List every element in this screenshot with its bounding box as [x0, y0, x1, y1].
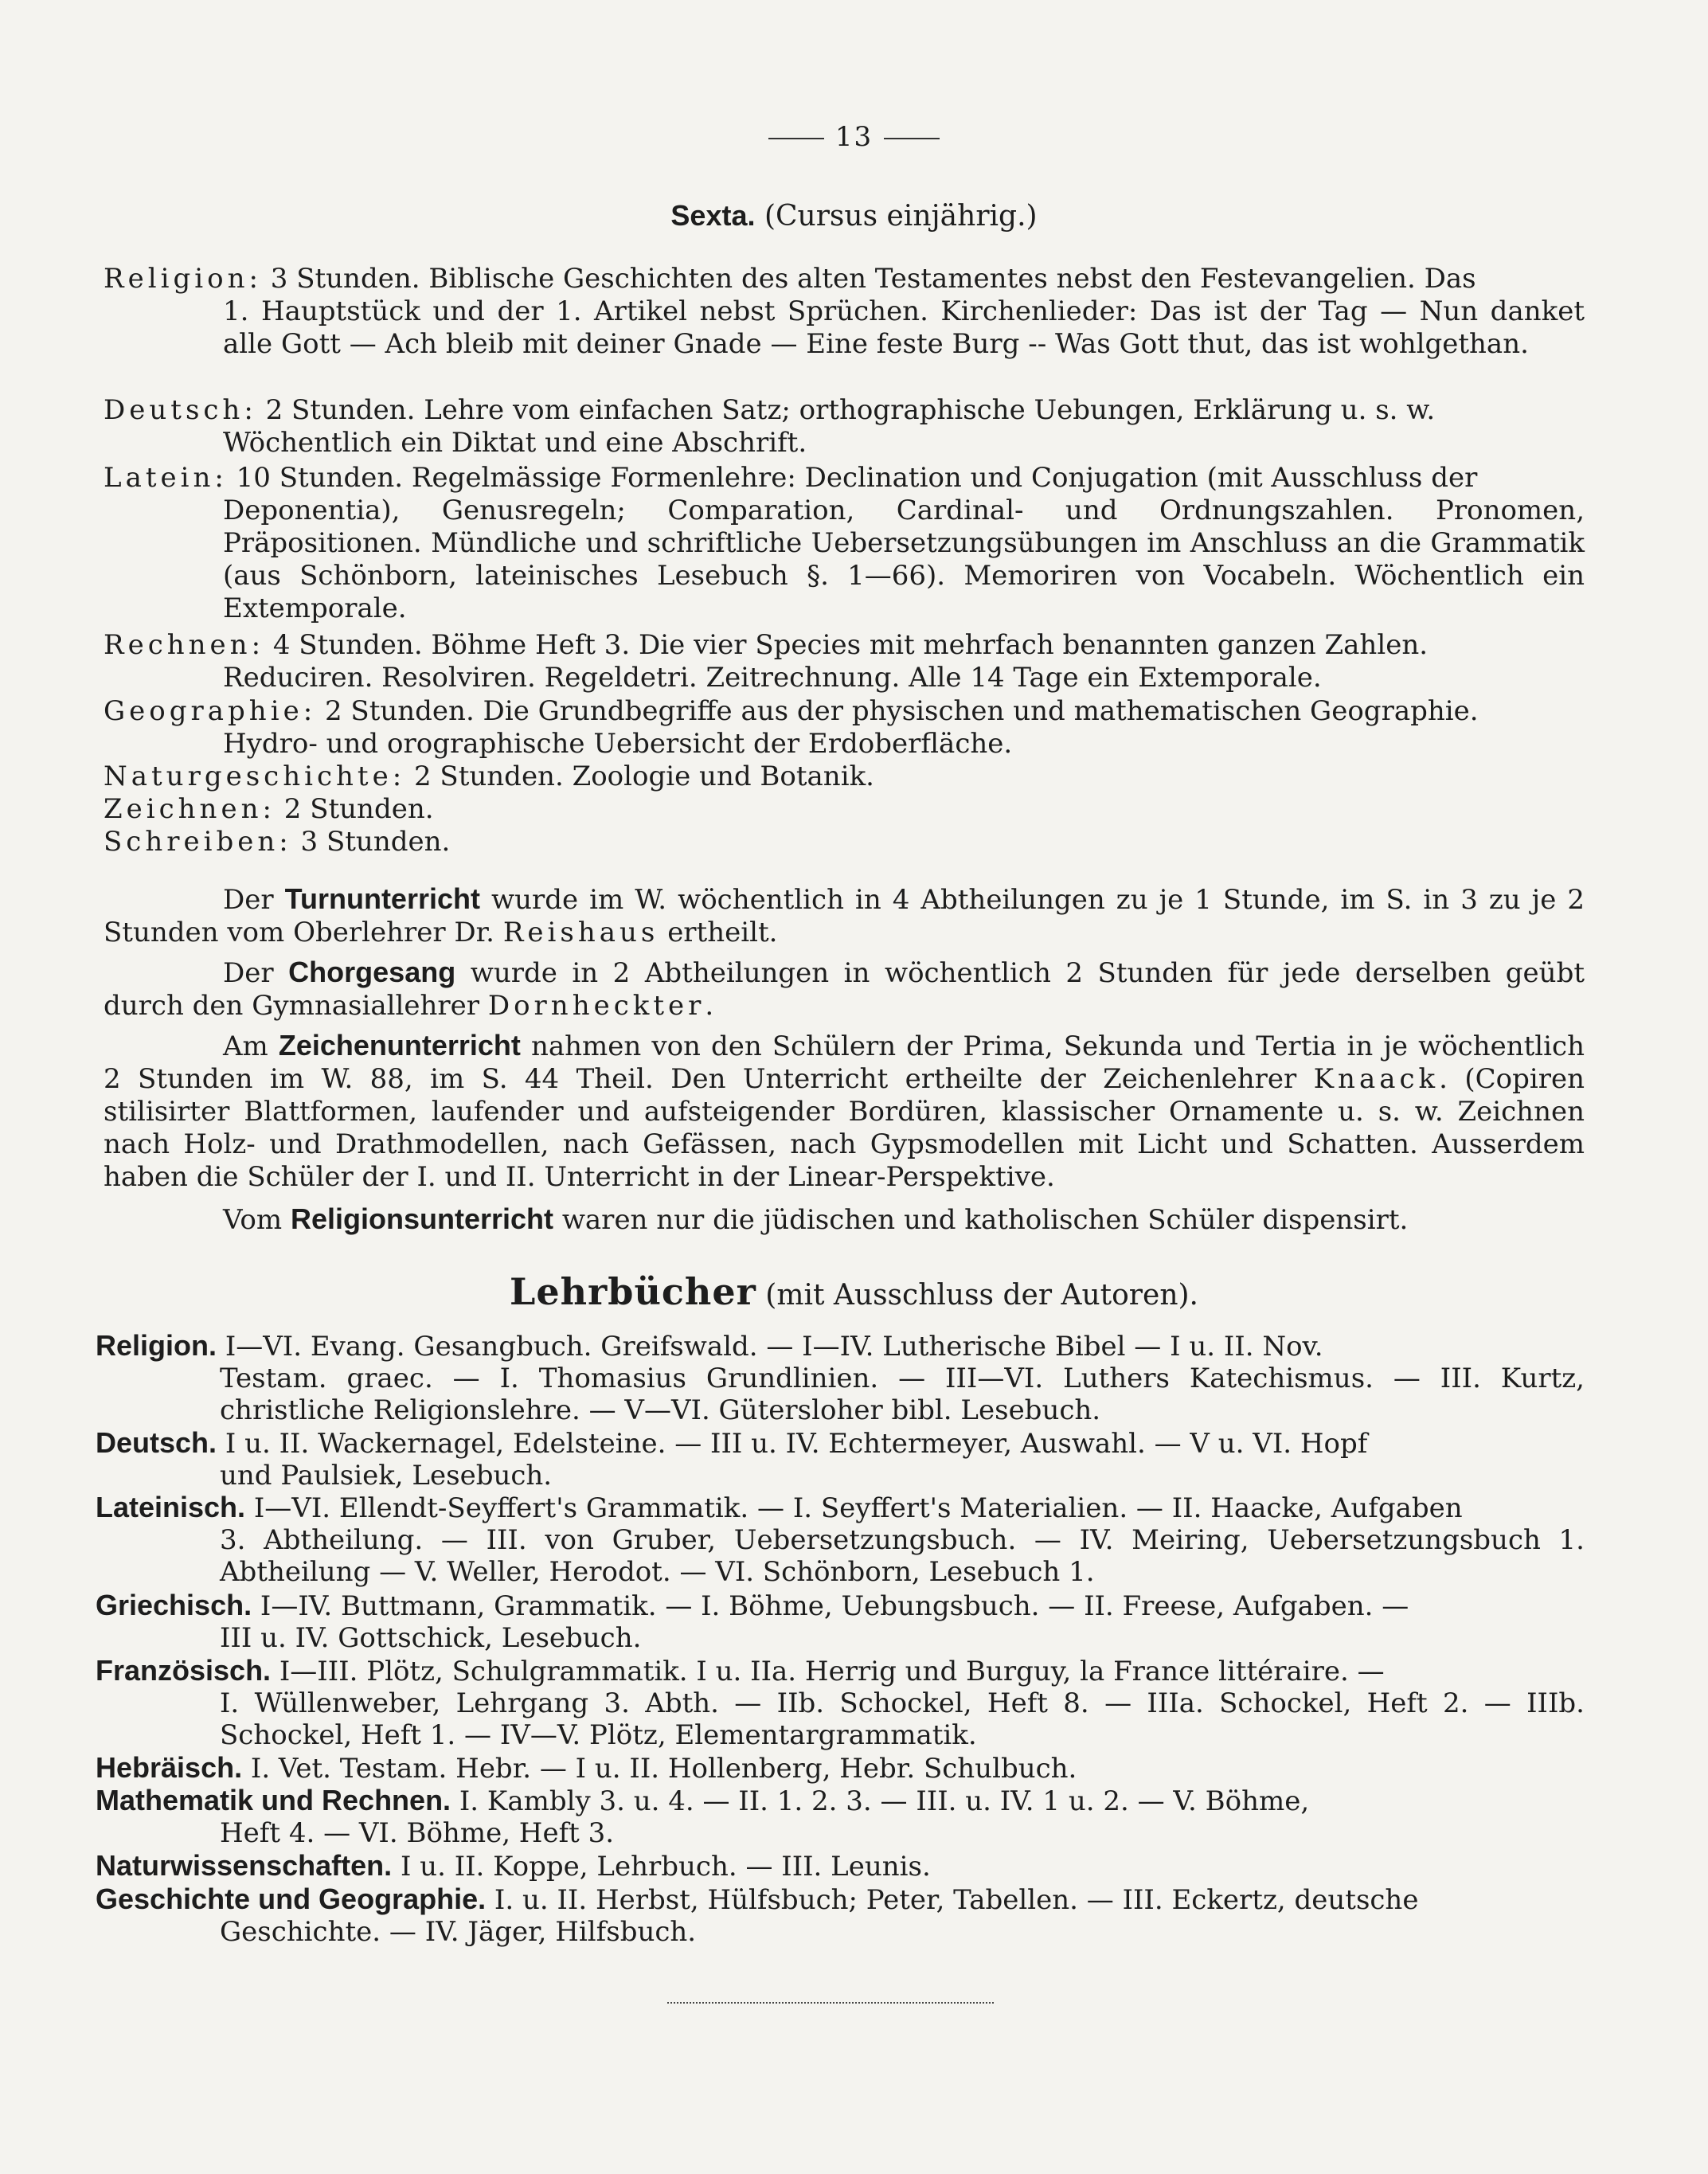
subject-religion: Religion: 3 Stunden. Biblische Geschichten des alten Testamentes nebst den Festevangelien. Das 1. Hauptstück und der 1. Artikel nebst Sprüchen. Kirchenlieder: Das ist der Tag — Nun danket alle Gott — Ach bleib mit deiner Gnade — Eine feste Burg -- Was Gott thut, das ist wohlgethan. [104, 263, 1585, 360]
subject-naturgeschichte: Naturgeschichte: 2 Stunden. Zoologie und Botanik. [104, 761, 874, 792]
subject-zeichnen: Zeichnen: 2 Stunden. [104, 793, 434, 825]
subject-latein: Latein: 10 Stunden. Regelmässige Formenlehre: Declination und Conjugation (mit Ausschluss der Deponentia), Genusregeln; Comparation, Cardinal- und Ordnungszahlen. Pronomen, Präpositionen. Mündliche und schriftliche Uebersetzungsübungen im Anschluss an die Grammatik (aus Schönborn, lateinisches Lesebuch §. 1—66). Memoriren von Vocabeln. Wöchentlich ein Extemporale. [104, 462, 1585, 624]
book-entry-naturwissenschaften: Naturwissenschaften. I u. II. Koppe, Lehrbuch. — III. Leunis. [96, 1849, 931, 1883]
book-entry-griechisch: Griechisch. I—IV. Buttmann, Grammatik. — I. Böhme, Uebungsbuch. — II. Freese, Aufgaben. — III u. IV. Gottschick, Lesebuch. [96, 1589, 1409, 1654]
paragraph-turnunterricht: Der Turnunterricht wurde im W. wöchentlich in 4 Abtheilungen zu je 1 Stunde, im S. in 3 zu je 2 Stunden vom Oberlehrer Dr. Reishaus ertheilt. [104, 882, 1585, 948]
sexta-heading: Sexta. (Cursus einjährig.) [670, 199, 1038, 233]
book-entry-mathematik: Mathematik und Rechnen. I. Kambly 3. u. 4. — II. 1. 2. 3. — III. u. IV. 1 u. 2. — V. Böhme, Heft 4. — VI. Böhme, Heft 3. [96, 1784, 1310, 1849]
book-entry-deutsch: Deutsch. I u. II. Wackernagel, Edelsteine. — III u. IV. Echtermeyer, Auswahl. — V u. VI. Hopf und Paulsiek, Lesebuch. [96, 1426, 1368, 1492]
subject-schreiben: Schreiben: 3 Stunden. [104, 826, 451, 858]
subject-deutsch: Deutsch: 2 Stunden. Lehre vom einfachen Satz; orthographische Uebungen, Erklärung u. s. w. Wöchentlich ein Diktat und eine Abschrift. [104, 394, 1436, 459]
subject-geographie: Geographie: 2 Stunden. Die Grundbegriffe aus der physischen und mathematischen Geographie. Hydro- und orographische Uebersicht der Erdoberfläche. [104, 695, 1479, 760]
page-number: 13 [0, 121, 1708, 153]
book-entry-geschichte: Geschichte und Geographie. I. u. II. Herbst, Hülfsbuch; Peter, Tabellen. — III. Eckertz, deutsche Geschichte. — IV. Jäger, Hilfsbuch. [96, 1883, 1419, 1948]
paragraph-chorgesang: Der Chorgesang wurde in 2 Abtheilungen in wöchentlich 2 Stunden für jede derselben geübt durch den Gymnasiallehrer Dornheckter. [104, 956, 1585, 1022]
ornament-right [884, 138, 940, 139]
closing-ornament-rule [667, 1996, 994, 2004]
subject-rechnen: Rechnen: 4 Stunden. Böhme Heft 3. Die vier Species mit mehrfach benannten ganzen Zahlen. Reduciren. Resolviren. Regeldetri. Zeitrechnung. Alle 14 Tage ein Extemporale. [104, 629, 1429, 694]
book-entry-hebraeisch: Hebräisch. I. Vet. Testam. Hebr. — I u. II. Hollenberg, Hebr. Schulbuch. [96, 1751, 1077, 1785]
ornament-left [768, 138, 824, 139]
paragraph-religionsunterricht: Vom Religionsunterricht waren nur die jüdischen und katholischen Schüler dispensirt. [223, 1202, 1409, 1236]
book-entry-lateinisch: Lateinisch. I—VI. Ellendt-Seyffert's Grammatik. — I. Seyffert's Materialien. — II. Haacke, Aufgaben 3. Abtheilung. — III. von Gruber, Uebersetzungsbuch. — IV. Meiring, Uebersetzungsbuch 1. Abtheilung — V. Weller, Herodot. — VI. Schönborn, Lesebuch 1. [96, 1491, 1585, 1588]
book-entry-religion: Religion. I—VI. Evang. Gesangbuch. Greifswald. — I—IV. Lutherische Bibel — I u. II. Nov. Testam. graec. — I. Thomasius Grundlinien. — III—VI. Luthers Katechismus. — III. Kurtz, christliche Religionslehre. — V—VI. Gütersloher bibl. Lesebuch. [96, 1329, 1585, 1426]
book-entry-franzoesisch: Französisch. I—III. Plötz, Schulgrammatik. I u. IIa. Herrig und Burguy, la France littéraire. — I. Wüllenweber, Lehrgang 3. Abth. — IIb. Schockel, Heft 8. — IIIa. Schockel, Heft 2. — IIIb. Schockel, Heft 1. — IV—V. Plötz, Elementargrammatik. [96, 1654, 1585, 1751]
paragraph-zeichenunterricht: Am Zeichenunterricht nahmen von den Schülern der Prima, Sekunda und Tertia in je wöchentlich 2 Stunden im W. 88, im S. 44 Theil. Den Unterricht ertheilte der Zeichenlehrer Knaack. (Copiren stilisirter Blattformen, laufender und aufsteigender Bordüren, klassischer Ornamente u. s. w. Zeichnen nach Holz- und Drathmodellen, nach Gefässen, nach Gypsmodellen mit Licht und Schatten. Ausserdem haben die Schüler der I. und II. Unterricht in der Linear-Perspektive. [104, 1029, 1585, 1193]
lehrbuecher-heading: Lehrbücher (mit Ausschluss der Autoren). [509, 1270, 1198, 1313]
